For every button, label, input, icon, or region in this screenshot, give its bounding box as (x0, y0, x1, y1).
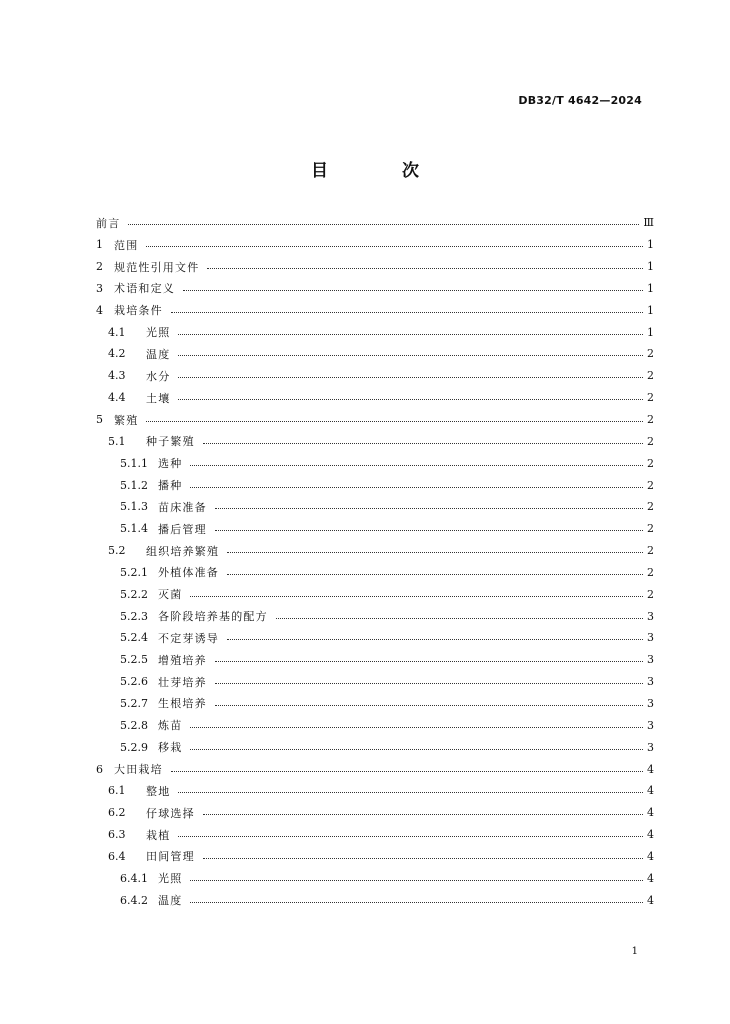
toc-entry[interactable] (96, 234, 654, 256)
toc-entry-label: 大田栽培 (114, 763, 163, 777)
toc-entry[interactable] (96, 714, 654, 736)
toc-entry-page: 2 (647, 413, 654, 427)
toc-entry-number: 5.1.2 (120, 478, 148, 492)
toc-entry-page: 4 (647, 784, 654, 798)
toc-dot-leader (183, 290, 643, 291)
toc-entry[interactable] (96, 780, 654, 802)
toc-entry[interactable] (96, 474, 654, 496)
toc-entry-page: 3 (647, 631, 654, 645)
toc-entry-number: 5.2.4 (120, 631, 148, 645)
toc-entry-page: 2 (647, 369, 654, 383)
toc-entry-label: 不定芽诱导 (158, 631, 219, 645)
toc-entry-number: 4.4 (108, 391, 126, 405)
toc-entry-number: 5.2.2 (120, 587, 148, 601)
toc-entry[interactable] (96, 867, 654, 889)
toc-entry-number: 5.2.6 (120, 675, 148, 689)
toc-entry-page: 1 (647, 238, 654, 252)
toc-entry[interactable] (96, 649, 654, 671)
toc-entry-label: 前言 (96, 216, 121, 230)
toc-entry-label: 种子繁殖 (146, 435, 195, 449)
toc-entry[interactable] (96, 583, 654, 605)
toc-dot-leader (203, 814, 643, 815)
toc-entry-label: 规范性引用文件 (114, 260, 200, 274)
toc-entry-label: 外植体准备 (158, 566, 219, 580)
toc-entry[interactable] (96, 387, 654, 409)
toc-entry-number: 5.2.9 (120, 740, 148, 754)
toc-entry-label: 炼苗 (158, 719, 183, 733)
toc-entry-page: 4 (647, 893, 654, 907)
toc-entry[interactable] (96, 824, 654, 846)
toc-entry[interactable] (96, 365, 654, 387)
toc-dot-leader (178, 836, 643, 837)
toc-dot-leader (190, 902, 643, 903)
toc-entry-number: 4 (96, 303, 103, 317)
toc-entry[interactable] (96, 256, 654, 278)
toc-entry-label: 组织培养繁殖 (146, 544, 220, 558)
toc-entry-label: 光照 (158, 872, 183, 886)
toc-dot-leader (171, 771, 643, 772)
toc-entry-number: 5.2.5 (120, 653, 148, 667)
toc-entry[interactable] (96, 758, 654, 780)
toc-dot-leader (207, 268, 643, 269)
toc-entry-label: 仔球选择 (146, 806, 195, 820)
toc-dot-leader (276, 618, 643, 619)
toc-entry-number: 5.1.3 (120, 500, 148, 514)
toc-entry-label: 水分 (146, 369, 171, 383)
toc-dot-leader (215, 661, 643, 662)
toc-entry-label: 光照 (146, 326, 171, 340)
page-title: 目 次 (311, 161, 453, 181)
toc-entry-page: 1 (647, 303, 654, 317)
toc-entry-page: 1 (647, 325, 654, 339)
toc-entry-page: 2 (647, 500, 654, 514)
toc-entry[interactable] (96, 518, 654, 540)
toc-entry[interactable] (96, 299, 654, 321)
toc-entry[interactable] (96, 627, 654, 649)
toc-entry-label: 范围 (114, 238, 139, 252)
toc-entry-number: 5.2 (108, 544, 126, 558)
toc-dot-leader (178, 792, 643, 793)
toc-entry-number: 6.3 (108, 828, 126, 842)
toc-dot-leader (190, 880, 643, 881)
toc-dot-leader (128, 224, 639, 225)
toc-entry-page: 2 (647, 522, 654, 536)
toc-dot-leader (190, 487, 643, 488)
toc-entry-label: 苗床准备 (158, 500, 207, 514)
toc-dot-leader (190, 749, 643, 750)
toc-entry-label: 增殖培养 (158, 653, 207, 667)
toc-dot-leader (190, 465, 643, 466)
toc-entry-number: 5.2.8 (120, 718, 148, 732)
toc-entry[interactable] (96, 452, 654, 474)
toc-dot-leader (227, 639, 643, 640)
toc-entry-page: 3 (647, 653, 654, 667)
toc-entry[interactable] (96, 562, 654, 584)
toc-entry-number: 5.1.4 (120, 522, 148, 536)
toc-dot-leader (227, 552, 643, 553)
toc-dot-leader (171, 312, 643, 313)
toc-dot-leader (215, 683, 643, 684)
toc-entry-label: 繁殖 (114, 413, 139, 427)
toc-entry-page: 3 (647, 718, 654, 732)
toc-entry-number: 2 (96, 260, 103, 274)
toc-dot-leader (178, 355, 643, 356)
toc-entry-label: 整地 (146, 784, 171, 798)
toc-entry[interactable] (96, 889, 654, 911)
toc-entry-number: 5.2.7 (120, 696, 148, 710)
toc-entry-page: 4 (647, 871, 654, 885)
toc-entry[interactable] (96, 496, 654, 518)
toc-entry[interactable] (96, 212, 654, 234)
toc-entry-label: 播后管理 (158, 522, 207, 536)
toc-entry-page: 3 (647, 696, 654, 710)
toc-entry-page: 2 (647, 587, 654, 601)
toc-entry-number: 5.1.1 (120, 456, 148, 470)
toc-entry-label: 栽培条件 (114, 304, 163, 318)
toc-dot-leader (227, 574, 643, 575)
toc-entry-number: 5 (96, 413, 103, 427)
toc-entry-label: 土壤 (146, 391, 171, 405)
toc-entry-page: 3 (647, 609, 654, 623)
toc-entry-number: 6.4.2 (120, 893, 148, 907)
toc-dot-leader (190, 727, 643, 728)
toc-entry-number: 5.2.1 (120, 565, 148, 579)
toc-entry-label: 生根培养 (158, 697, 207, 711)
toc-dot-leader (146, 246, 643, 247)
toc-dot-leader (203, 858, 643, 859)
toc-entry-label: 壮芽培养 (158, 675, 207, 689)
toc-entry-page: 3 (647, 740, 654, 754)
toc-entry-number: 6.2 (108, 806, 126, 820)
toc-entry[interactable] (96, 845, 654, 867)
toc-dot-leader (178, 399, 643, 400)
toc-entry-number: 4.2 (108, 347, 126, 361)
toc-dot-leader (178, 377, 643, 378)
toc-dot-leader (190, 596, 643, 597)
toc-dot-leader (146, 421, 643, 422)
toc-entry[interactable] (96, 430, 654, 452)
toc-entry[interactable] (96, 736, 654, 758)
toc-entry-page: 4 (647, 828, 654, 842)
toc-entry-number: 3 (96, 281, 103, 295)
toc-entry[interactable] (96, 605, 654, 627)
toc-entry-page: 1 (647, 281, 654, 295)
toc-entry[interactable] (96, 540, 654, 562)
toc-entry-label: 各阶段培养基的配方 (158, 610, 268, 624)
toc-entry-page: 2 (647, 565, 654, 579)
toc-entry-number: 4.1 (108, 325, 126, 339)
toc-entry-label: 选种 (158, 457, 183, 471)
toc-entry-page: 4 (647, 806, 654, 820)
page-number: 1 (631, 946, 638, 957)
toc-entry-label: 温度 (146, 347, 171, 361)
toc-entry[interactable] (96, 343, 654, 365)
toc-entry-page: 2 (647, 544, 654, 558)
toc-entry-number: 5.1 (108, 434, 126, 448)
toc-entry-number: 4.3 (108, 369, 126, 383)
toc-dot-leader (215, 705, 643, 706)
toc-entry[interactable] (96, 321, 654, 343)
toc-entry-label: 灭菌 (158, 588, 183, 602)
toc-entry-number: 6.4 (108, 849, 126, 863)
toc-entry-page: Ⅲ (643, 216, 654, 230)
toc-entry-page: 2 (647, 434, 654, 448)
toc-entry[interactable] (96, 693, 654, 715)
table-of-contents (96, 212, 654, 911)
toc-dot-leader (203, 443, 643, 444)
toc-entry[interactable] (96, 409, 654, 431)
toc-entry[interactable] (96, 802, 654, 824)
toc-entry-number: 6 (96, 762, 103, 776)
toc-entry-number: 6.1 (108, 784, 126, 798)
toc-entry-page: 3 (647, 675, 654, 689)
toc-entry-page: 2 (647, 391, 654, 405)
toc-entry-label: 移栽 (158, 741, 183, 755)
toc-entry-label: 温度 (158, 894, 183, 908)
toc-entry-number: 5.2.3 (120, 609, 148, 623)
toc-entry-page: 1 (647, 260, 654, 274)
toc-entry-page: 2 (647, 456, 654, 470)
toc-entry-page: 4 (647, 762, 654, 776)
toc-dot-leader (215, 508, 643, 509)
toc-entry-number: 1 (96, 238, 103, 252)
toc-entry-number: 6.4.1 (120, 871, 148, 885)
document-code: DB32/T 4642—2024 (518, 94, 642, 107)
toc-entry-page: 2 (647, 347, 654, 361)
toc-entry-label: 播种 (158, 479, 183, 493)
toc-entry-page: 2 (647, 478, 654, 492)
toc-entry-label: 术语和定义 (114, 282, 175, 296)
toc-entry-label: 田间管理 (146, 850, 195, 864)
toc-entry-label: 栽植 (146, 828, 171, 842)
toc-entry[interactable] (96, 278, 654, 300)
toc-entry[interactable] (96, 671, 654, 693)
toc-dot-leader (215, 530, 643, 531)
toc-entry-page: 4 (647, 849, 654, 863)
toc-dot-leader (178, 334, 643, 335)
